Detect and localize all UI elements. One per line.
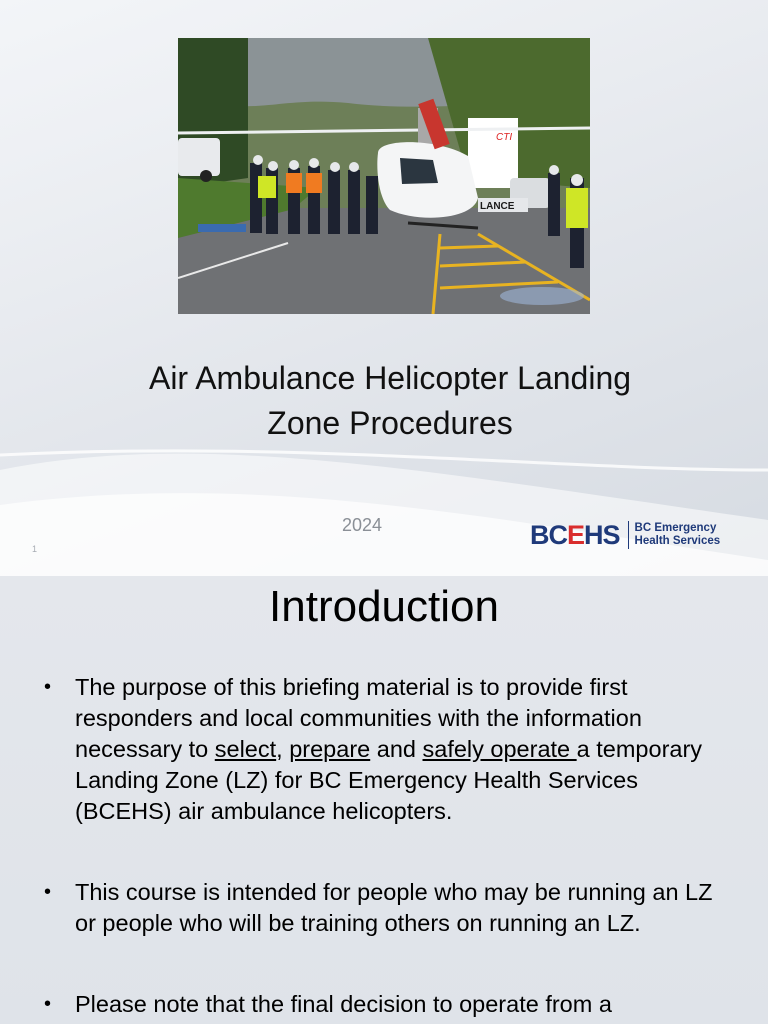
slide-heading: Introduction [269, 582, 499, 631]
logo-mark: BCEHS [530, 519, 620, 550]
prepare-link[interactable]: prepare [289, 736, 371, 762]
select-link[interactable]: select [214, 736, 277, 762]
helicopter-photo [178, 38, 590, 314]
presentation-title [40, 356, 740, 446]
slide-number: 1 [32, 544, 38, 554]
logo-divider [628, 521, 629, 549]
title-line-1: Air Ambulance Helicopter Landing [148, 360, 632, 396]
bullet-list [44, 672, 724, 1024]
bcehs-logo [530, 518, 720, 552]
logo-org-name: BC Emergency Health Services [634, 522, 721, 547]
bullet-final-decision: • Please note that the final decision to operate from a [44, 989, 724, 1020]
safely-operate-link[interactable]: safely operate [422, 736, 577, 762]
bullet-purpose: • The purpose of this briefing material is to provide first responders and local communities with the information necessary to select, prepare and safely operate a temporary Landing Zone (LZ) for BC Emergency Health Services (BCEHS) air ambulance helicopters. [44, 672, 724, 827]
bullet-audience: • This course is intended for people who may be running an LZ or people who will be training others on running an LZ. [44, 877, 724, 939]
svg-text:CTI: CTI [496, 132, 513, 143]
presentation-year: 2024 [341, 515, 383, 535]
title-line-2: Zone Procedures [267, 405, 513, 441]
introduction-slide [0, 576, 768, 1024]
svg-text:LANCE: LANCE [480, 201, 515, 212]
